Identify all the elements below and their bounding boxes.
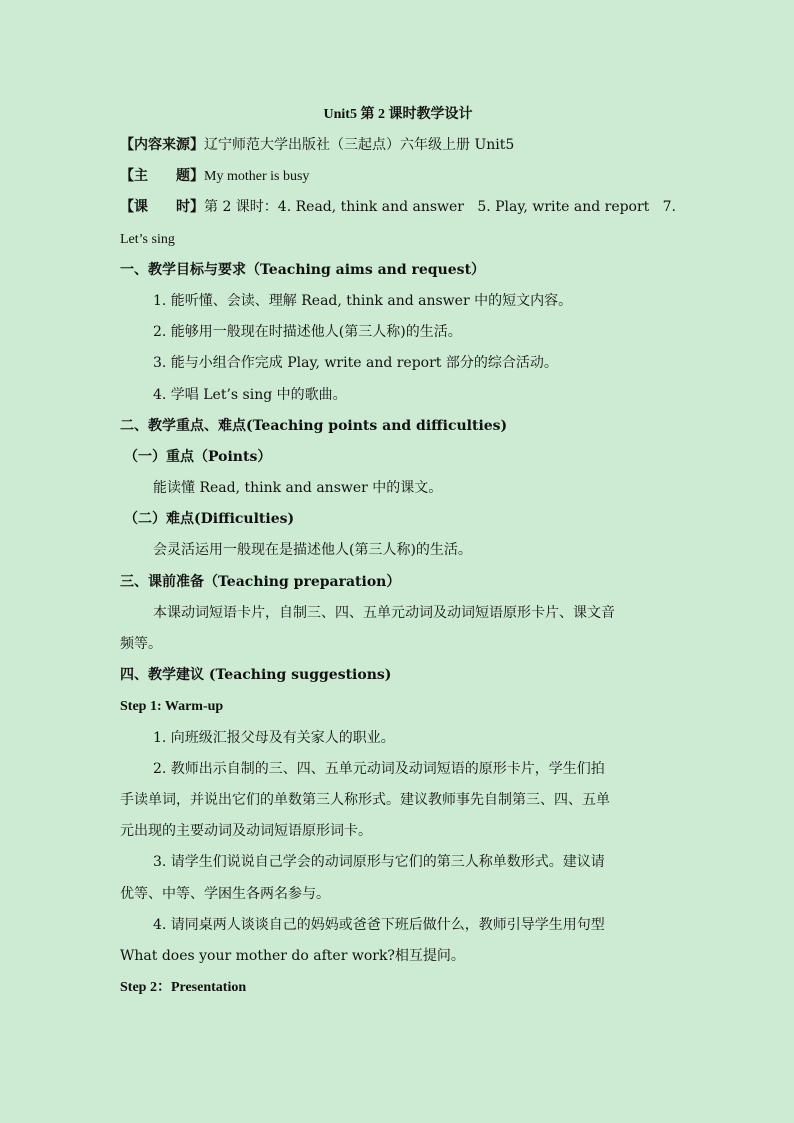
section3-text-line1: 本课动词短语卡片，自制三、四、五单元动词及动词短语原形卡片、课文音 <box>153 604 615 621</box>
step1-item-4-line2: What does your mother do after work?相互提问。 <box>120 947 465 964</box>
step1-item-1: 1. 向班级汇报父母及有关家人的职业。 <box>153 729 395 746</box>
step1-item-3-line1: 3. 请学生们说说自己学会的动词原形与它们的第三人称单数形式。建议请 <box>153 854 605 871</box>
section3-text-line2: 频等。 <box>120 636 162 652</box>
step2-heading: Step 2：Presentation <box>120 980 247 996</box>
section1-item-1: 1. 能听懂、会读、理解 Read, think and answer 中的短文内容。 <box>153 292 573 309</box>
section2-heading: 二、教学重点、难点(Teaching points and difficulties) <box>120 417 508 434</box>
topic-line <box>120 161 676 192</box>
difficulties-heading: （二）难点(Difficulties) <box>124 511 295 528</box>
source-label: 【内容来源】 <box>120 137 204 153</box>
period-value-a: 第 2 课时：4. Read, think and answer <box>204 199 465 216</box>
topic-value: My mother is busy <box>204 169 310 185</box>
step1-item-3-line2: 优等、中等、学困生各两名参与。 <box>120 885 330 902</box>
step1-heading: Step 1: Warm-up <box>120 699 224 715</box>
difficulties-text: 会灵活运用一般现在是描述他人(第三人称)的生活。 <box>153 542 472 559</box>
section1-heading: 一、教学目标与要求（Teaching aims and request） <box>120 261 486 278</box>
step1-item-2-line2: 手读单词，并说出它们的单数第三人称形式。建议教师事先自制第三、四、五单 <box>120 791 610 808</box>
period-line <box>120 192 676 223</box>
period-continuation: Let’s sing <box>120 231 175 247</box>
period-value-b: 5. Play, write and report <box>477 199 650 216</box>
section1-item-3: 3. 能与小组合作完成 Play, write and report 部分的综合活动。 <box>153 355 558 372</box>
document-page <box>120 99 676 1003</box>
section3-heading: 三、课前准备（Teaching preparation） <box>120 573 401 590</box>
step1-item-2-line1: 2. 教师出示自制的三、四、五单元动词及动词短语的原形卡片，学生们拍 <box>153 760 605 777</box>
step1-item-2-line3: 元出现的主要动词及动词短语原形词卡。 <box>120 823 372 840</box>
period-label: 【课 时】 <box>120 199 204 216</box>
period-value-c: 7. <box>662 199 676 216</box>
points-heading: （一）重点（Points） <box>124 448 272 465</box>
section4-heading: 四、教学建议 (Teaching suggestions) <box>120 667 392 684</box>
points-text: 能读懂 Read, think and answer 中的课文。 <box>153 480 443 497</box>
document-title: Unit5 第 2 课时教学设计 <box>323 107 473 122</box>
topic-label: 【主 题】 <box>120 168 204 185</box>
source-line <box>120 130 676 161</box>
section1-item-4: 4. 学唱 Let’s sing 中的歌曲。 <box>153 386 347 403</box>
section1-item-2: 2. 能够用一般现在时描述他人(第三人称)的生活。 <box>153 324 462 341</box>
step1-item-4-line1: 4. 请同桌两人谈谈自己的妈妈或爸爸下班后做什么，教师引导学生用句型 <box>153 916 605 933</box>
source-value: 辽宁师范大学出版社（三起点）六年级上册 Unit5 <box>204 137 515 153</box>
